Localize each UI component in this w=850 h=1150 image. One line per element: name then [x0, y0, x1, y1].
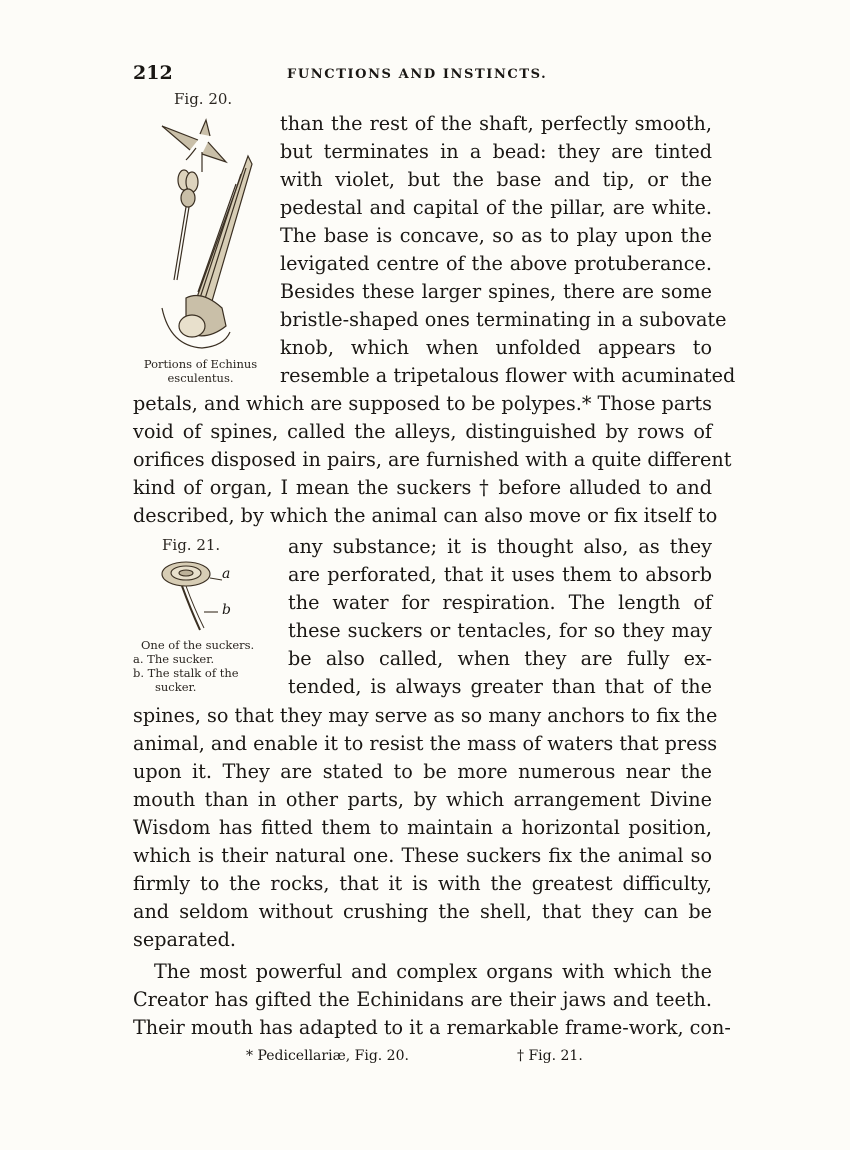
text-line: The base is concave, so as to play upon the [280, 224, 712, 247]
figure-21-illustration [150, 556, 250, 636]
figure-21-label: Fig. 21. [162, 536, 221, 554]
text-line: Creator has gifted the Echinidans are their jaws and teeth. [133, 988, 712, 1011]
text-line: separated. [133, 928, 236, 951]
text-line: petals, and which are supposed to be polypes.* Those parts [133, 392, 712, 415]
text-line: tended, is always greater than that of the [288, 675, 712, 698]
text-line: orifices disposed in pairs, are furnished with a quite different [133, 448, 732, 471]
text-line: Wisdom has fitted them to maintain a horizontal position, [133, 816, 712, 839]
footnote-1: * Pedicellariæ, Fig. 20. [246, 1048, 409, 1064]
text-line: mouth than in other parts, by which arrangement Divine [133, 788, 712, 811]
text-line: The most powerful and complex organs with which the [154, 960, 712, 983]
figure-21-label-a: a [222, 566, 231, 582]
text-line: are perforated, that it uses them to absorb [288, 563, 712, 586]
caption-line: b. The stalk of the [133, 666, 239, 680]
text-line: these suckers or tentacles, for so they may [288, 619, 712, 642]
text-line: knob, which when unfolded appears to [280, 336, 712, 359]
caption-line: Portions of Echinus [143, 357, 258, 371]
text-line: Besides these larger spines, there are some [280, 280, 712, 303]
text-line: spines, so that they may serve as so many anchors to fix the [133, 704, 718, 727]
page-header [133, 62, 713, 86]
figure-20-illustration [140, 112, 270, 362]
figure-20-label: Fig. 20. [174, 90, 233, 108]
text-line: and seldom without crushing the shell, that they can be [133, 900, 712, 923]
footnote-2: † Fig. 21. [517, 1048, 583, 1064]
text-line: pedestal and capital of the pillar, are white. [280, 196, 712, 219]
caption-line: a. The sucker. [133, 652, 215, 666]
text-line: the water for respiration. The length of [288, 591, 712, 614]
text-line: upon it. They are stated to be more numerous near the [133, 760, 712, 783]
text-line: described, by which the animal can also move or fix itself to [133, 504, 718, 527]
text-line: animal, and enable it to resist the mass of waters that press [133, 732, 718, 755]
caption-line: esculentus. [167, 371, 234, 385]
text-line: with violet, but the base and tip, or the [280, 168, 712, 191]
text-line: than the rest of the shaft, perfectly smooth, [280, 112, 712, 135]
text-line: bristle-shaped ones terminating in a subovate [280, 308, 727, 331]
figure-21-caption [133, 638, 273, 694]
text-line: resemble a tripetalous flower with acuminated [280, 364, 736, 387]
text-line: any substance; it is thought also, as they [288, 535, 712, 558]
figure-21-label-b: b [222, 602, 231, 618]
running-title: FUNCTIONS AND INSTINCTS. [287, 67, 548, 82]
caption-line: One of the suckers. [141, 638, 255, 652]
caption-line: sucker. [155, 680, 197, 694]
text-line: but terminates in a bead: they are tinted [280, 140, 712, 163]
text-line: levigated centre of the above protuberance. [280, 252, 712, 275]
figure-20-caption [133, 357, 268, 385]
text-line: be also called, when they are fully ex- [288, 647, 712, 670]
text-line: Their mouth has adapted to it a remarkable frame-work, con- [133, 1016, 731, 1039]
page-number: 212 [133, 62, 173, 84]
text-line: which is their natural one. These suckers fix the animal so [133, 844, 712, 867]
text-line: kind of organ, I mean the suckers † before alluded to and [133, 476, 712, 499]
text-line: firmly to the rocks, that it is with the greatest difficulty, [133, 872, 712, 895]
text-line: void of spines, called the alleys, distinguished by rows of [133, 420, 712, 443]
